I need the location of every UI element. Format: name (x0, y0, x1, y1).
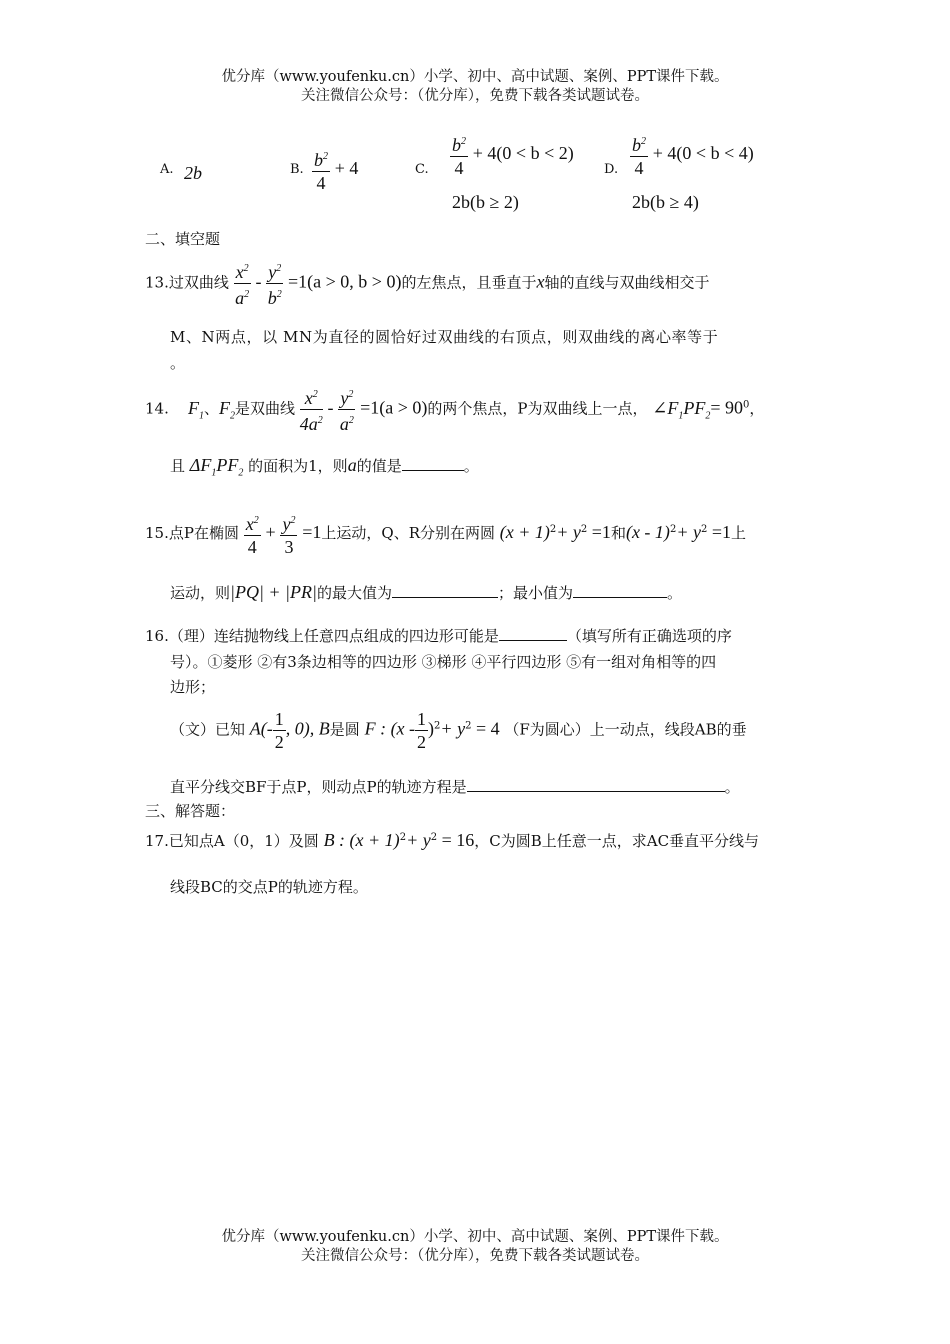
question-13-line-3: 。 (170, 354, 186, 372)
option-c-line2: 2b(b ≥ 2) (452, 192, 519, 212)
question-15: 15.点P在椭圆 $\frac{x^2}{4}$ + $\frac{y^2}{3}$ =1上运动，Q、R分别在两圆 $(x + 1)^2+ y^2 =1$和$(x - 1)^2+ y^2 =1$上 (145, 510, 746, 558)
question-15-line-2: 运动，则|PQ| + |PR|的最大值为 ；最小值为 。 (170, 582, 682, 602)
option-b-expr: $\frac{b^2}{4}$ + 4 (312, 146, 358, 194)
question-16-line-3: 边形； (170, 678, 216, 696)
header-line-2: 关注微信公众号：（优分库），免费下载各类试题试卷。 (301, 88, 649, 104)
footer-line-1: 优分库（www.youfenku.cn）小学、初中、高中试题、案例、PPT课件下载。 (221, 1229, 729, 1245)
option-a-expr: 2b (184, 163, 202, 183)
section-3-title: 三、解答题： (145, 802, 236, 820)
question-17: 17.已知点A（0，1）及圆 B : $(x + 1)^2+ y^2 = 16$，C为圆B上任意一点，求AC垂直平分线与 (145, 830, 760, 850)
option-c-expr: $\frac{b^2}{4}$ + 4(0 < b < 2) (450, 131, 574, 179)
question-14: 14. $F_1$、$F_2$是双曲线 $\frac{x^2}{4a^2}$ - $\frac{y^2}{a^2}$ =1(a > 0)的两个焦点，P为双曲线上一点， $\angle F_1PF_2= 90^0$， (145, 384, 764, 435)
question-13-line-2: M、N两点，以 MN为直径的圆恰好过双曲线的右顶点，则双曲线的离心率等于 (170, 328, 719, 346)
question-17-line-2: 线段BC的交点P的轨迹方程。 (170, 878, 368, 896)
section-2-title: 二、填空题 (145, 230, 221, 248)
question-16-line-2: 号）。①菱形 ②有3条边相等的四边形 ③梯形 ④平行四边形 ⑤有一组对角相等的四 (170, 653, 717, 671)
question-14-line-2: 且 $\Delta F_1PF_2$ 的面积为1，则a的值是 。 (170, 455, 479, 479)
question-16-wen: （文）已知 A(- $\frac{1}{2}$ , 0), B是圆 F : (x - $\frac{1}{2}$ )$^2+ y^2 = 4$ （F为圆心）上一动点，线段AB的垂 (170, 709, 747, 752)
option-d-label: D. (604, 162, 619, 177)
option-a-label: A. (160, 162, 174, 177)
footer-line-2: 关注微信公众号：（优分库），免费下载各类试题试卷。 (301, 1248, 649, 1264)
option-c-label: C. (415, 162, 429, 177)
question-16: 16.（理）连结抛物线上任意四点组成的四边形可能是 （填写所有正确选项的序 (145, 627, 732, 645)
header-line-1: 优分库（www.youfenku.cn）小学、初中、高中试题、案例、PPT课件下载。 (221, 69, 729, 85)
question-16-line-5: 直平分线交BF于点P，则动点P的轨迹方程是 。 (170, 778, 740, 796)
option-d-line2: 2b(b ≥ 4) (632, 192, 699, 212)
question-13: 13.过双曲线 $\frac{x^2}{a^2}$ - $\frac{y^2}{b^2}$ =1(a > 0, b > 0)的左焦点，且垂直于x轴的直线与双曲线相交于 (145, 258, 709, 309)
option-b-label: B. (290, 162, 304, 177)
option-d-expr: $\frac{b^2}{4}$ + 4(0 < b < 4) (630, 131, 754, 179)
